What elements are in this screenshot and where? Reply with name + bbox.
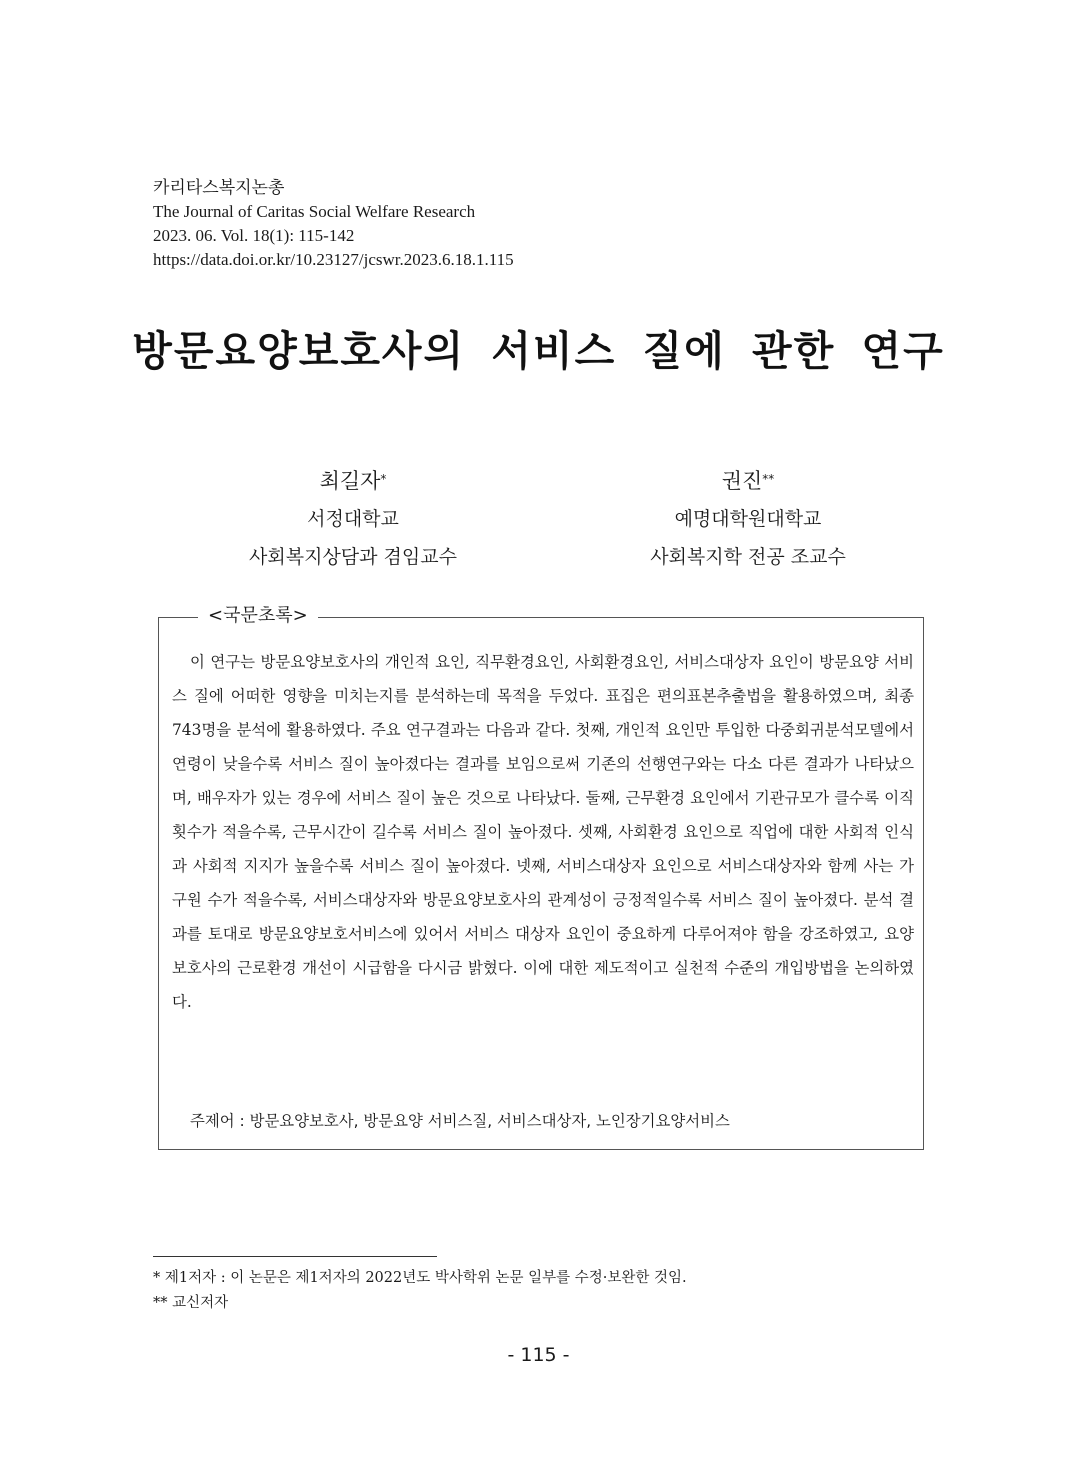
footnote-corresponding: ** 교신저자 bbox=[153, 1295, 229, 1311]
author-1-position: 사회복지상담과 겸임교수 bbox=[249, 546, 457, 568]
author-2-mark: ** bbox=[762, 472, 775, 486]
author-2-position: 사회복지학 전공 조교수 bbox=[650, 546, 846, 568]
author-1-affiliation: 서정대학교 bbox=[307, 508, 399, 530]
journal-header bbox=[153, 176, 514, 272]
footnotes bbox=[153, 1266, 687, 1316]
journal-doi[interactable]: https://data.doi.or.kr/10.23127/jcswr.2023.6.18.1.115 bbox=[153, 250, 514, 269]
author-2-name: 권진 bbox=[721, 469, 763, 493]
journal-title-en: The Journal of Caritas Social Welfare Research bbox=[153, 202, 476, 221]
author-2 bbox=[528, 462, 968, 576]
author-1 bbox=[133, 462, 573, 576]
journal-issue: 2023. 06. Vol. 18(1): 115-142 bbox=[153, 226, 355, 245]
page-number: - 115 - bbox=[507, 1344, 570, 1366]
abstract-body: 이 연구는 방문요양보호사의 개인적 요인, 직무환경요인, 사회환경요인, 서비스대상자 요인이 방문요양 서비스 질에 어떠한 영향을 미치는지를 분석하는데 목적을 두었다. 표집은 편의표본추출법을 활용하였으며, 최종 743명을 분석에 활용하였다. 주요 연구결과는 다음과 같다. 첫째, 개인적 요인만 투입한 다중회귀분석모델에서 연령이 낮을수록 서비스 질이 높아졌다는 결과를 보임으로써 기존의 선행연구와는 다소 다른 결과가 나타났으며, 배우자가 있는 경우에 서비스 질이 높은 것으로 나타났다. 둘째, 근무환경 요인에서 기관규모가 클수록 이직횟수가 적을수록, 근무시간이 길수록 서비스 질이 높아졌다. 셋째, 사회환경 요인으로 직업에 대한 사회적 인식과 사회적 지지가 높을수록 서비스 질이 높아졌다. 넷째, 서비스대상자 요인으로 서비스대상자와 함께 사는 가구원 수가 적을수록, 서비스대상자와 방문요양보호사의 관계성이 긍정적일수록 서비스 질이 높아졌다. 분석 결과를 토대로 방문요양보호서비스에 있어서 서비스 대상자 요인이 중요하게 다루어져야 함을 강조하였고, 요양보호사의 근로환경 개선이 시급함을 다시금 밝혔다. 이에 대한 제도적이고 실천적 수준의 개입방법을 논의하였다. bbox=[172, 653, 914, 1011]
footnote-divider bbox=[153, 1256, 437, 1257]
author-1-name: 최길자 bbox=[319, 469, 381, 493]
abstract-label: <국문초록> bbox=[198, 603, 318, 629]
footnote-first-author: * 제1저자 : 이 논문은 제1저자의 2022년도 박사학위 논문 일부를 수정·보완한 것임. bbox=[153, 1270, 687, 1286]
author-1-mark: * bbox=[380, 472, 387, 486]
paper-title: 방문요양보호사의 서비스 질에 관한 연구 bbox=[132, 327, 945, 375]
keywords: 주제어 : 방문요양보호사, 방문요양 서비스질, 서비스대상자, 노인장기요양서비스 bbox=[190, 1112, 730, 1130]
journal-title-ko: 카리타스복지논총 bbox=[153, 178, 285, 198]
author-2-affiliation: 예명대학원대학교 bbox=[674, 508, 822, 530]
